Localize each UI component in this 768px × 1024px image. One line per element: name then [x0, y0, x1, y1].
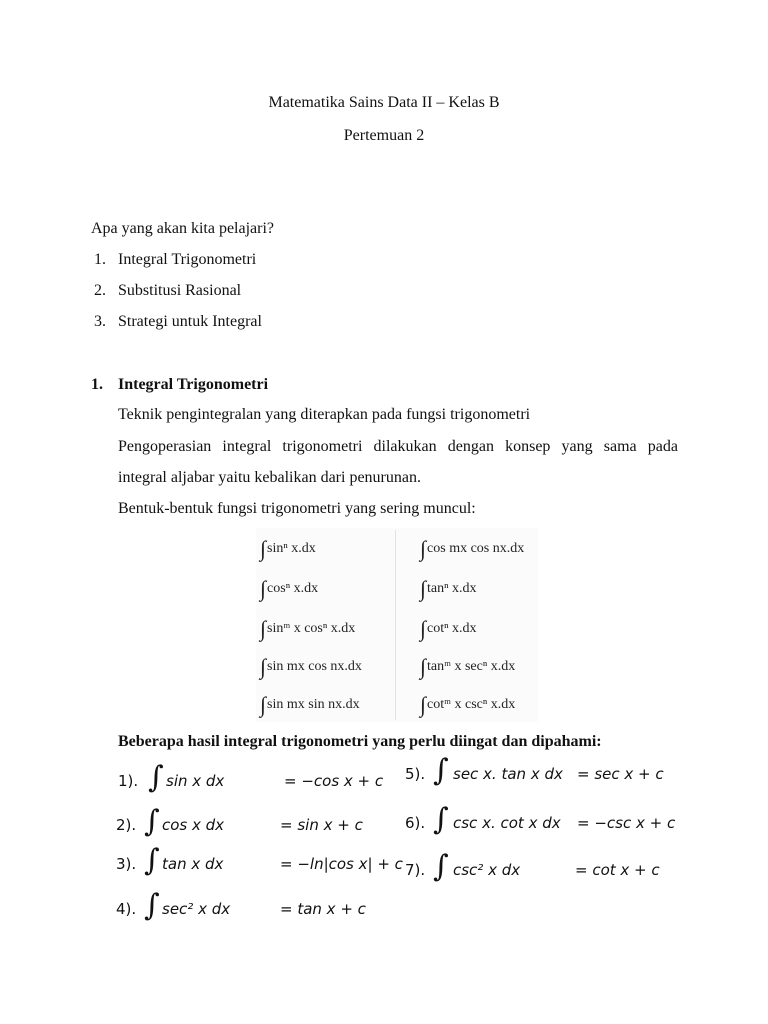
integral-icon: ∫: [433, 802, 449, 837]
result-label: 5).: [405, 765, 426, 783]
result-2: [116, 804, 363, 839]
integral-icon: ∫: [260, 616, 267, 641]
result-value: = tan x + c: [280, 900, 366, 918]
paragraph-3: Bentuk-bentuk fungsi trigonometri yang sering muncul:: [118, 500, 476, 517]
section-heading: [91, 376, 268, 394]
result-5: [405, 753, 664, 788]
integral-icon: ∫: [420, 576, 427, 601]
integral-icon: ∫: [420, 536, 427, 561]
form-left-2: ∫cosⁿ x.dx: [260, 576, 319, 601]
result-6: [405, 802, 676, 837]
integral-icon: ∫: [420, 654, 427, 679]
integral-icon: ∫: [144, 843, 160, 878]
result-label: 4).: [116, 900, 137, 918]
result-label: 6).: [405, 814, 426, 832]
paragraph-1: Teknik pengintegralan yang diterapkan pada fungsi trigonometri: [118, 406, 531, 423]
integral-icon: ∫: [260, 536, 267, 561]
document-title: Matematika Sains Data II – Kelas B: [268, 94, 500, 111]
form-left-1: ∫sinⁿ x.dx: [260, 536, 316, 561]
integral-icon: ∫: [144, 888, 160, 923]
form-right-1: ∫cos mx cos nx.dx: [420, 536, 525, 561]
form-left-5: ∫sin mx sin nx.dx: [260, 692, 360, 717]
integral-icon: ∫: [433, 753, 449, 788]
list-item: [94, 313, 262, 331]
integral-icon: ∫: [420, 616, 427, 641]
list-number: 1.: [94, 251, 106, 268]
integral-icon: ∫: [260, 654, 267, 679]
integral-icon: ∫: [144, 804, 160, 839]
list-label: Strategi untuk Integral: [118, 313, 262, 330]
integral-icon: ∫: [420, 692, 427, 717]
result-value: = −cos x + c: [284, 772, 384, 790]
results-heading: Beberapa hasil integral trigonometri yang perlu diingat dan dipahami:: [118, 733, 602, 750]
result-integrand: sec² x dx: [162, 900, 231, 918]
result-value: = sec x + c: [577, 765, 664, 783]
list-item: [94, 251, 256, 269]
result-4: [116, 888, 366, 923]
list-number: 3.: [94, 313, 106, 330]
form-left-3: ∫sinᵐ x cosⁿ x.dx: [260, 616, 356, 641]
form-right-2: ∫tanⁿ x.dx: [420, 576, 477, 601]
form-right-3: ∫cotⁿ x.dx: [420, 616, 477, 641]
section-title: Integral Trigonometri: [118, 376, 269, 393]
result-value: = −ln|cos x| + c: [280, 855, 403, 873]
form-right-5: ∫cotᵐ x cscⁿ x.dx: [420, 692, 516, 717]
result-label: 7).: [405, 861, 426, 879]
section-number: 1.: [91, 376, 103, 393]
trig-forms-table: [256, 528, 538, 722]
integral-icon: ∫: [148, 760, 164, 795]
intro-question: Apa yang akan kita pelajari?: [91, 220, 275, 237]
result-integrand: csc² x dx: [453, 861, 521, 879]
form-right-4: ∫tanᵐ x secⁿ x.dx: [420, 654, 516, 679]
integral-icon: ∫: [433, 849, 449, 884]
result-integrand: cos x dx: [162, 816, 225, 834]
column-divider: [395, 530, 396, 720]
paragraph-2b: integral aljabar yaitu kebalikan dari penurunan.: [118, 469, 421, 486]
list-item: [94, 282, 241, 300]
integral-icon: ∫: [260, 692, 267, 717]
document-subtitle: Pertemuan 2: [343, 127, 425, 144]
result-integrand: tan x dx: [162, 855, 224, 873]
result-value: = sin x + c: [280, 816, 363, 834]
form-left-4: ∫sin mx cos nx.dx: [260, 654, 362, 679]
result-1: [118, 760, 384, 795]
result-3: [116, 843, 403, 878]
result-integrand: sec x. tan x dx: [453, 765, 563, 783]
list-label: Integral Trigonometri: [118, 251, 257, 268]
result-label: 1).: [118, 772, 139, 790]
integral-icon: ∫: [260, 576, 267, 601]
list-number: 2.: [94, 282, 106, 299]
result-integrand: sin x dx: [166, 772, 225, 790]
result-integrand: csc x. cot x dx: [453, 814, 561, 832]
result-7: [405, 849, 660, 884]
result-label: 2).: [116, 816, 137, 834]
result-value: = cot x + c: [575, 861, 660, 879]
result-value: = −csc x + c: [577, 814, 676, 832]
paragraph-2a: Pengoperasian integral trigonometri dilakukan dengan konsep yang sama pada: [118, 438, 678, 455]
result-label: 3).: [116, 855, 137, 873]
list-label: Substitusi Rasional: [118, 282, 242, 299]
